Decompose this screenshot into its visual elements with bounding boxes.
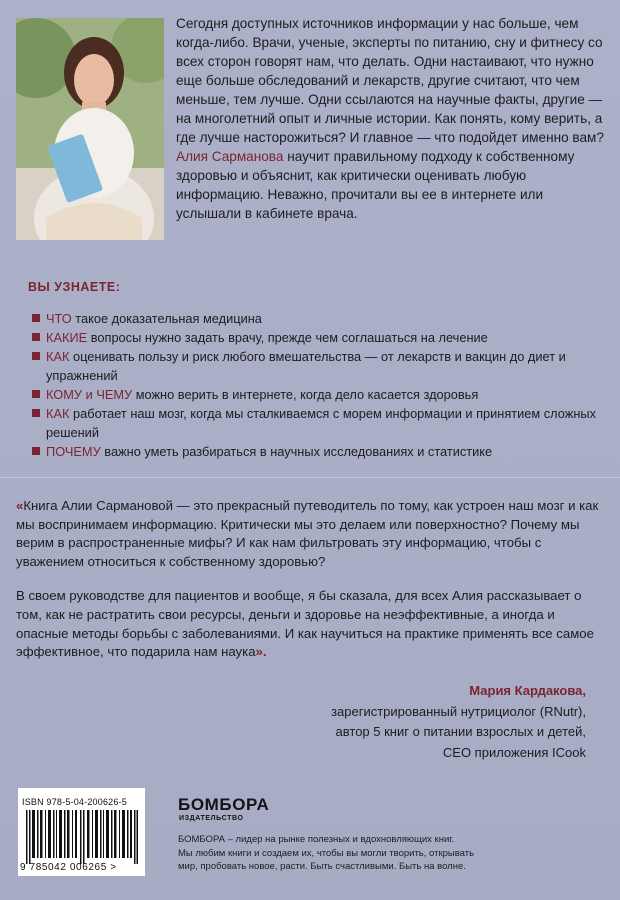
close-quote-mark: ». — [255, 644, 267, 660]
divider — [0, 477, 620, 478]
isbn-barcode — [18, 788, 145, 876]
bullet-text: работает наш мозг, когда мы сталкиваемся с морем информации и принятием сложных решений — [46, 406, 596, 440]
bullet-text: такое доказательная медицина — [71, 311, 262, 326]
publisher-line-3: мир, пробовать новое, расти. Быть счастливыми. Быть на волне. — [178, 861, 466, 872]
intro-paragraph: Сегодня доступных источников информации у нас больше, чем когда-либо. Врачи, ученые, эксперты по питанию, сну и фитнесу со всех сторон говорят нам, что делать. Одни настаивают, что нужно еще больше обследований и лекарств, другие считают, что чем меньше, тем лучше. Одни ссылаются на научные факты, другие — на многолетний опыт и личные истории. Как понять, кому верить, а где лучше насторожиться? И главное — что подойдет именно вам? — [176, 16, 604, 145]
list-item — [30, 404, 610, 442]
reviewer-title-1: зарегистрированный нутрициолог (RNutr), — [331, 703, 586, 719]
bullet-square-icon — [32, 390, 40, 398]
bullet-text: оценивать пользу и риск любого вмешательства — от лекарств и вакцин до диет и упражнений — [46, 349, 566, 383]
learn-list — [30, 309, 610, 461]
bullet-keyword: ПОЧЕМУ — [46, 444, 101, 459]
bullet-keyword: КАК — [46, 406, 70, 421]
reviewer-title-2: автор 5 книг о питании взрослых и детей, — [335, 724, 586, 739]
review-quote — [16, 497, 601, 678]
publisher-blurb — [178, 833, 608, 874]
list-item — [30, 347, 610, 385]
list-item — [30, 309, 610, 328]
publisher-logo: БОМБОРА — [178, 795, 270, 814]
bullet-square-icon — [32, 352, 40, 360]
bullet-text: вопросы нужно задать врачу, прежде чем соглашаться на лечение — [87, 330, 488, 345]
bullet-keyword: КОМУ и ЧЕМУ — [46, 387, 133, 402]
author-name: Алия Сарманова — [176, 149, 284, 164]
bullet-square-icon — [32, 333, 40, 341]
intro-text — [176, 14, 606, 223]
barcode-number: 9 785042 006265 > — [20, 862, 117, 873]
publisher-line-2: Мы любим книги и создаем их, чтобы вы могли творить, открывать — [178, 847, 475, 859]
author-photo — [16, 18, 164, 240]
barcode-bars-icon — [26, 810, 138, 864]
publisher-line-1: БОМБОРА – лидер на рынке полезных и вдохновляющих книг. — [178, 834, 455, 845]
quote-paragraph-2 — [16, 587, 601, 661]
bullet-square-icon — [32, 314, 40, 322]
bullet-square-icon — [32, 409, 40, 417]
reviewer-name: Мария Кардакова, — [469, 683, 586, 698]
intro-paragraph-2 — [176, 147, 606, 223]
quote-text-1: Книга Алии Сармановой — это прекрасный путеводитель по тому, как устроен наш мозг и как мы воспринимаем информацию. Критически мы это делаем или поверхностно? Почему мы верим в распространенные мифы? И как нам фильтровать эту информацию, чтобы с уважением относиться к собственному здоровью? — [16, 498, 599, 569]
bullet-keyword: КАК — [46, 349, 70, 364]
bullet-square-icon — [32, 447, 40, 455]
intro-paragraph-2-text: научит правильному подходу к собственному здоровью и объяснит, как критически оценивать любую информацию. Неважно, прочитали вы ее в интернете или услышали в кабинете врача. — [176, 149, 575, 221]
quote-paragraph — [16, 497, 601, 571]
reviewer-title-3: CEO приложения ICook — [442, 744, 586, 760]
publisher-logo-subtitle: ИЗДАТЕЛЬСТВО — [179, 815, 244, 822]
bullet-text: можно верить в интернете, когда дело касается здоровья — [132, 387, 479, 402]
list-item — [30, 442, 610, 461]
list-item — [30, 328, 610, 347]
isbn-text: ISBN 978-5-04-200626-5 — [22, 797, 127, 807]
list-item — [30, 385, 610, 404]
learn-heading: ВЫ УЗНАЕТЕ: — [28, 280, 121, 294]
reviewer-signature — [331, 681, 586, 763]
quote-text-2: В своем руководстве для пациентов и вообще, я бы сказала, для всех Алия рассказывает о том, как не растратить свои ресурсы, деньги и здоровье на неэффективные, а иногда и опасные методы борьбы с заболеваниями. И как научиться на практике применять все самое эффективное, что подарила нам наука — [16, 588, 594, 660]
bullet-keyword: ЧТО — [46, 311, 72, 326]
bullet-text: важно уметь разбираться в научных исследованиях и статистике — [100, 444, 493, 459]
bullet-keyword: КАКИЕ — [46, 330, 88, 345]
open-quote-mark: « — [16, 498, 24, 513]
